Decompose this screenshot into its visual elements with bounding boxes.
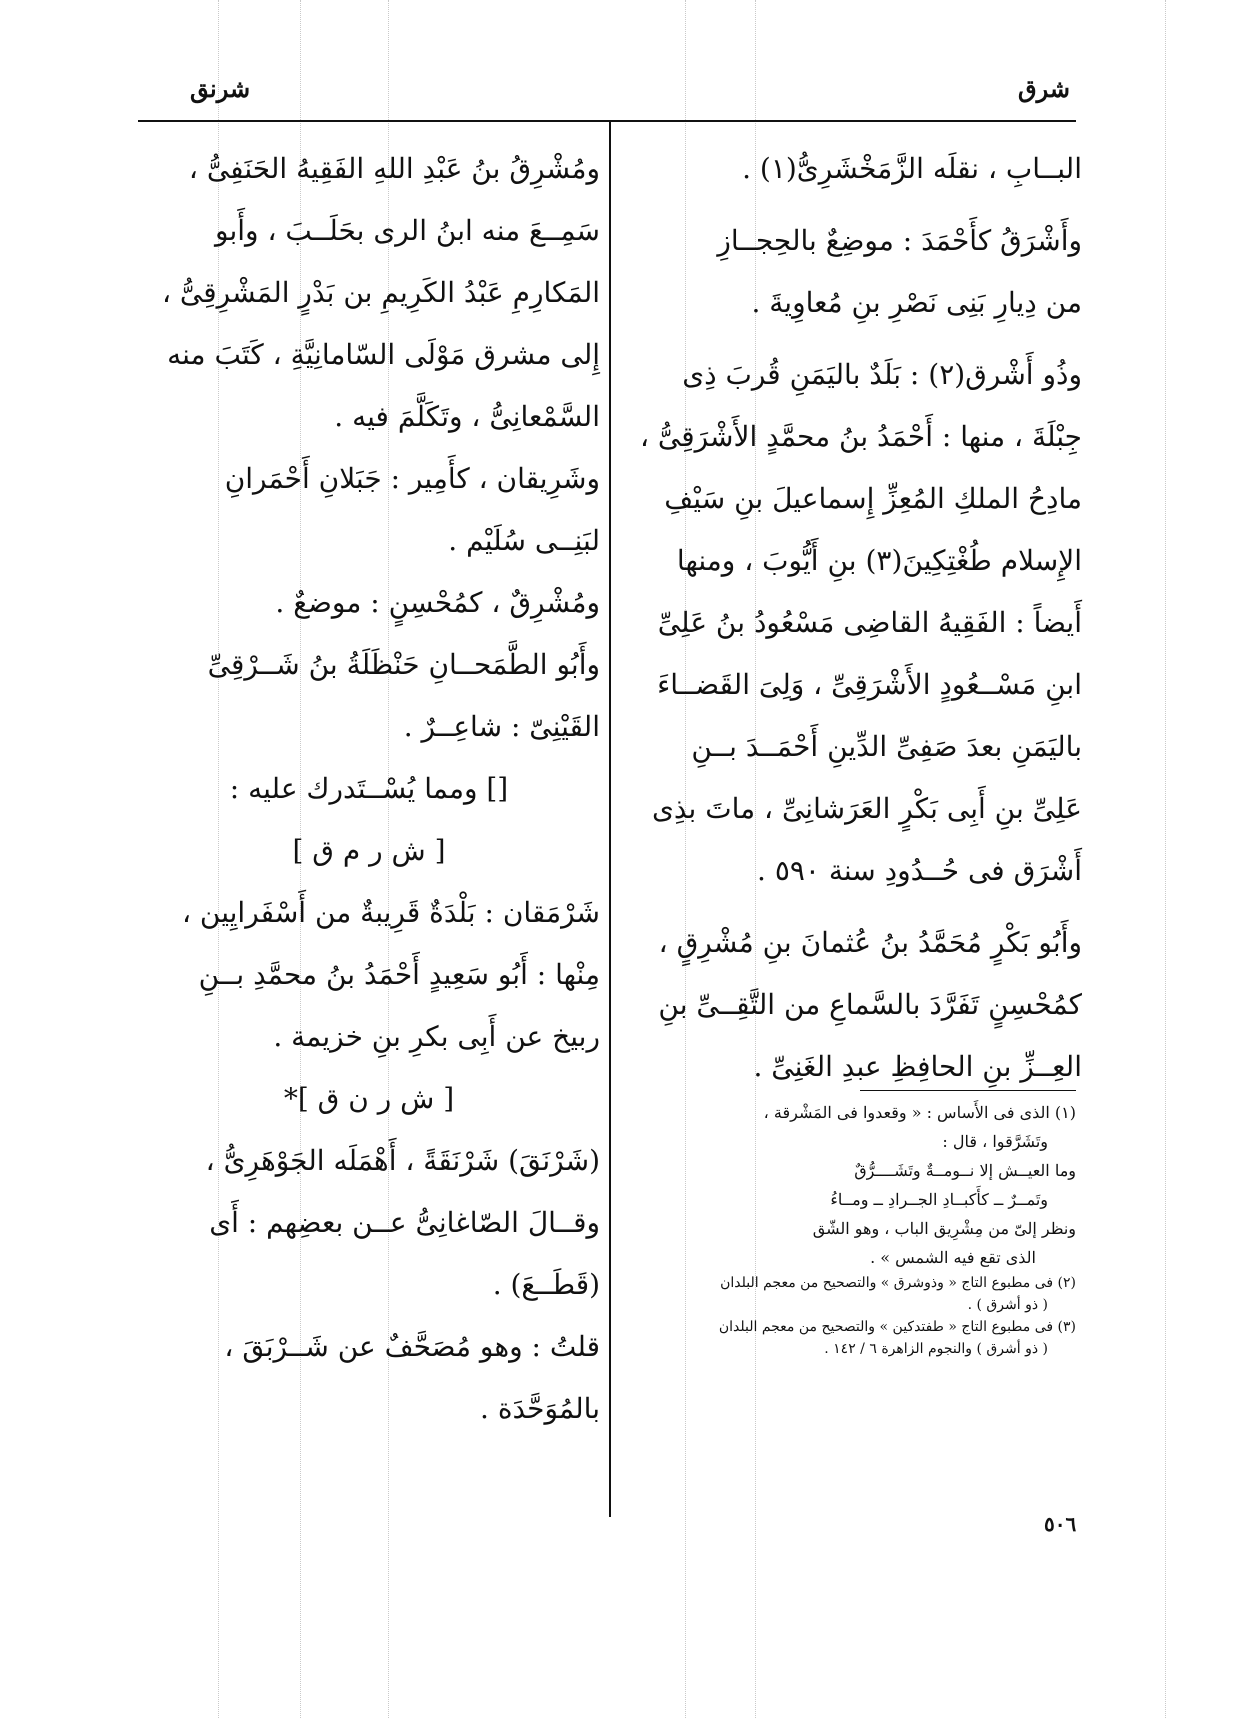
text-line: وذُو أَشْرق(٢) : بَلَدٌ باليَمَنِ قُربَ ذِى	[682, 358, 1082, 391]
text-line: إِلى مشرق مَوْلَى السّامانِيَّةِ ، كَتَبَ منه	[167, 338, 600, 371]
text-line: القَيْنِىّ : شاعِــرٌ .	[403, 710, 600, 743]
footnotes	[650, 1098, 1076, 1360]
text-line: (شَرْنَقَ) شَرْنَقَةً ، أَهْمَلَه الجَوْهَرِىُّ ،	[205, 1144, 600, 1177]
text-line: وقــالَ الصّاغانِىُّ عــن بعضِهم : أَى	[209, 1206, 600, 1239]
text-line: أَيضاً : الفَقِيهُ القاضِى مَسْعُودُ بنُ عَلِىِّ	[657, 606, 1082, 639]
text-line: قلتُ : وهو مُصَحَّفٌ عن شَــرْبَقَ ،	[224, 1330, 600, 1363]
text-line: ابنِ مَسْــعُودٍ الأَشْرَقِىِّ ، وَلِىَ القَضــاءَ	[657, 668, 1082, 701]
text-line: وأَشْرَقُ كأَحْمَدَ : موضِعٌ بالحِجــازِ	[717, 224, 1082, 257]
text-line: العِــزِّ بنِ الحافِظِ عبدِ الغَنِىِّ .	[753, 1050, 1082, 1083]
footnote-line: وما العيــش إلا نــومــةٌ وتَشَــــرُّقٌ	[854, 1161, 1076, 1180]
text-line: وشَرِيقان ، كأَمِير : جَبَلانِ أَحْمَرانِ	[224, 462, 600, 495]
header-right-word: شرق	[1018, 74, 1070, 103]
text-line: عَلِىِّ بنِ أَبِى بَكْرٍ العَرَشانِىِّ ، ماتَ بذِى	[651, 792, 1082, 825]
text-line: السَّمْعانِىُّ ، وتَكَلَّمَ فيه .	[334, 400, 600, 433]
footnote-line: ونظر إلىّ من مِشْرِيق الباب ، وهو الشّق	[812, 1219, 1076, 1238]
text-line: كمُحْسِنٍ تَفَرَّدَ بالسَّماعِ من التَّقِــىِّ بنِ	[658, 988, 1082, 1021]
text-line: وأَبُو بَكْرٍ مُحَمَّدُ بنُ عُثمانَ بنِ مُشْرِقٍ ،	[658, 926, 1082, 959]
header-left-word: شرنق	[190, 74, 251, 103]
text-line: ومُشْرِقٌ ، كمُحْسِنٍ : موضعٌ .	[275, 586, 600, 619]
header-rule	[138, 120, 1076, 122]
footnote-rule	[860, 1090, 1076, 1091]
text-line: مِنْها : أَبُو سَعِيدٍ أَحْمَدُ بنُ محمَّدِ بــنِ	[198, 958, 600, 991]
footnote-line: ( ذو أشرق ) .	[967, 1297, 1048, 1313]
entry-heading: [ ش ر م ق ]	[292, 834, 446, 867]
footnote-line: (٣) فى مطبوع التاج « طفتدكين » والتصحيح من معجم البلدان	[718, 1319, 1076, 1335]
text-line: لبَنِــى سُلَيْم .	[448, 524, 600, 557]
text-line: (قَطَــعَ) .	[492, 1268, 600, 1301]
text-line: وأَبُو الطَّمَحــانِ حَنْظَلَةُ بنُ شَــرْقِىِّ	[207, 648, 600, 681]
right-column	[620, 138, 1082, 1098]
text-line: البــابِ ، نقلَه الزَّمَخْشَرِىُّ(١) .	[742, 152, 1082, 185]
text-line: مادِحُ الملكِ المُعِزِّ إِسماعيلَ بنِ سَيْفِ	[664, 482, 1082, 515]
text-line: أَشْرَق فى حُــدُودِ سنة ٥٩٠ .	[757, 854, 1082, 887]
text-line: من دِيارِ بَنِى نَصْرِ بنِ مُعاوِيةَ .	[751, 286, 1082, 319]
footnote-line: الذى تقع فيه الشمس » .	[870, 1248, 1036, 1267]
footnote-line: وتَشَرَّقوا ، قال :	[942, 1132, 1048, 1151]
entry-heading: [ ش ر ن ق ]*	[283, 1082, 455, 1115]
column-separator	[609, 122, 611, 1517]
footnote-line: ( ذو أشرق ) والنجوم الزاهرة ٦ / ١٤٢ .	[824, 1341, 1048, 1357]
text-line: بالمُوَحَّدَة .	[480, 1392, 600, 1425]
text-line: باليَمَنِ بعدَ صَفِىِّ الدِّينِ أَحْمَــدَ بــنِ	[691, 730, 1082, 763]
left-column	[138, 138, 600, 1440]
text-line: ربيخ عن أَبِى بكرِ بنِ خزيمة .	[273, 1020, 600, 1053]
text-line: الإِسلام طُغْتِكِينَ(٣) بنِ أَيُّوبَ ، ومنها	[676, 544, 1082, 577]
text-line: [] ومما يُسْــتَدرك عليه :	[229, 772, 509, 805]
scan-gridline	[1165, 0, 1166, 1718]
text-line: ومُشْرِقُ بنُ عَبْدِ اللهِ الفَقِيهُ الحَنَفِىُّ ،	[188, 152, 600, 185]
text-line: شَرْمَقان : بَلْدَةٌ قَرِيبةٌ من أَسْفَرايِين ،	[181, 896, 600, 929]
text-line: سَمِــعَ منه ابنُ الرى بحَلَــبَ ، وأَبو	[214, 214, 600, 247]
footnote-line: وتَمــرٌ ــ كأَكبــادِ الجــرادِ ــ ومــاءُ	[830, 1190, 1048, 1209]
text-line: جِبْلَةَ ، منها : أَحْمَدُ بنُ محمَّدٍ الأَشْرَقِىُّ ،	[639, 420, 1082, 453]
text-line: المَكارِمِ عَبْدُ الكَرِيمِ بن بَدْرٍ المَشْرِقِىُّ ،	[161, 276, 600, 309]
footnote-line: (٢) فى مطبوع التاج « وذوشرق » والتصحيح من معجم البلدان	[720, 1275, 1076, 1291]
page-number: ٥٠٦	[1044, 1512, 1077, 1536]
footnote-line: (١) الذى فى الأَساس : « وقعدوا فى المَشْرقة ،	[763, 1103, 1076, 1122]
